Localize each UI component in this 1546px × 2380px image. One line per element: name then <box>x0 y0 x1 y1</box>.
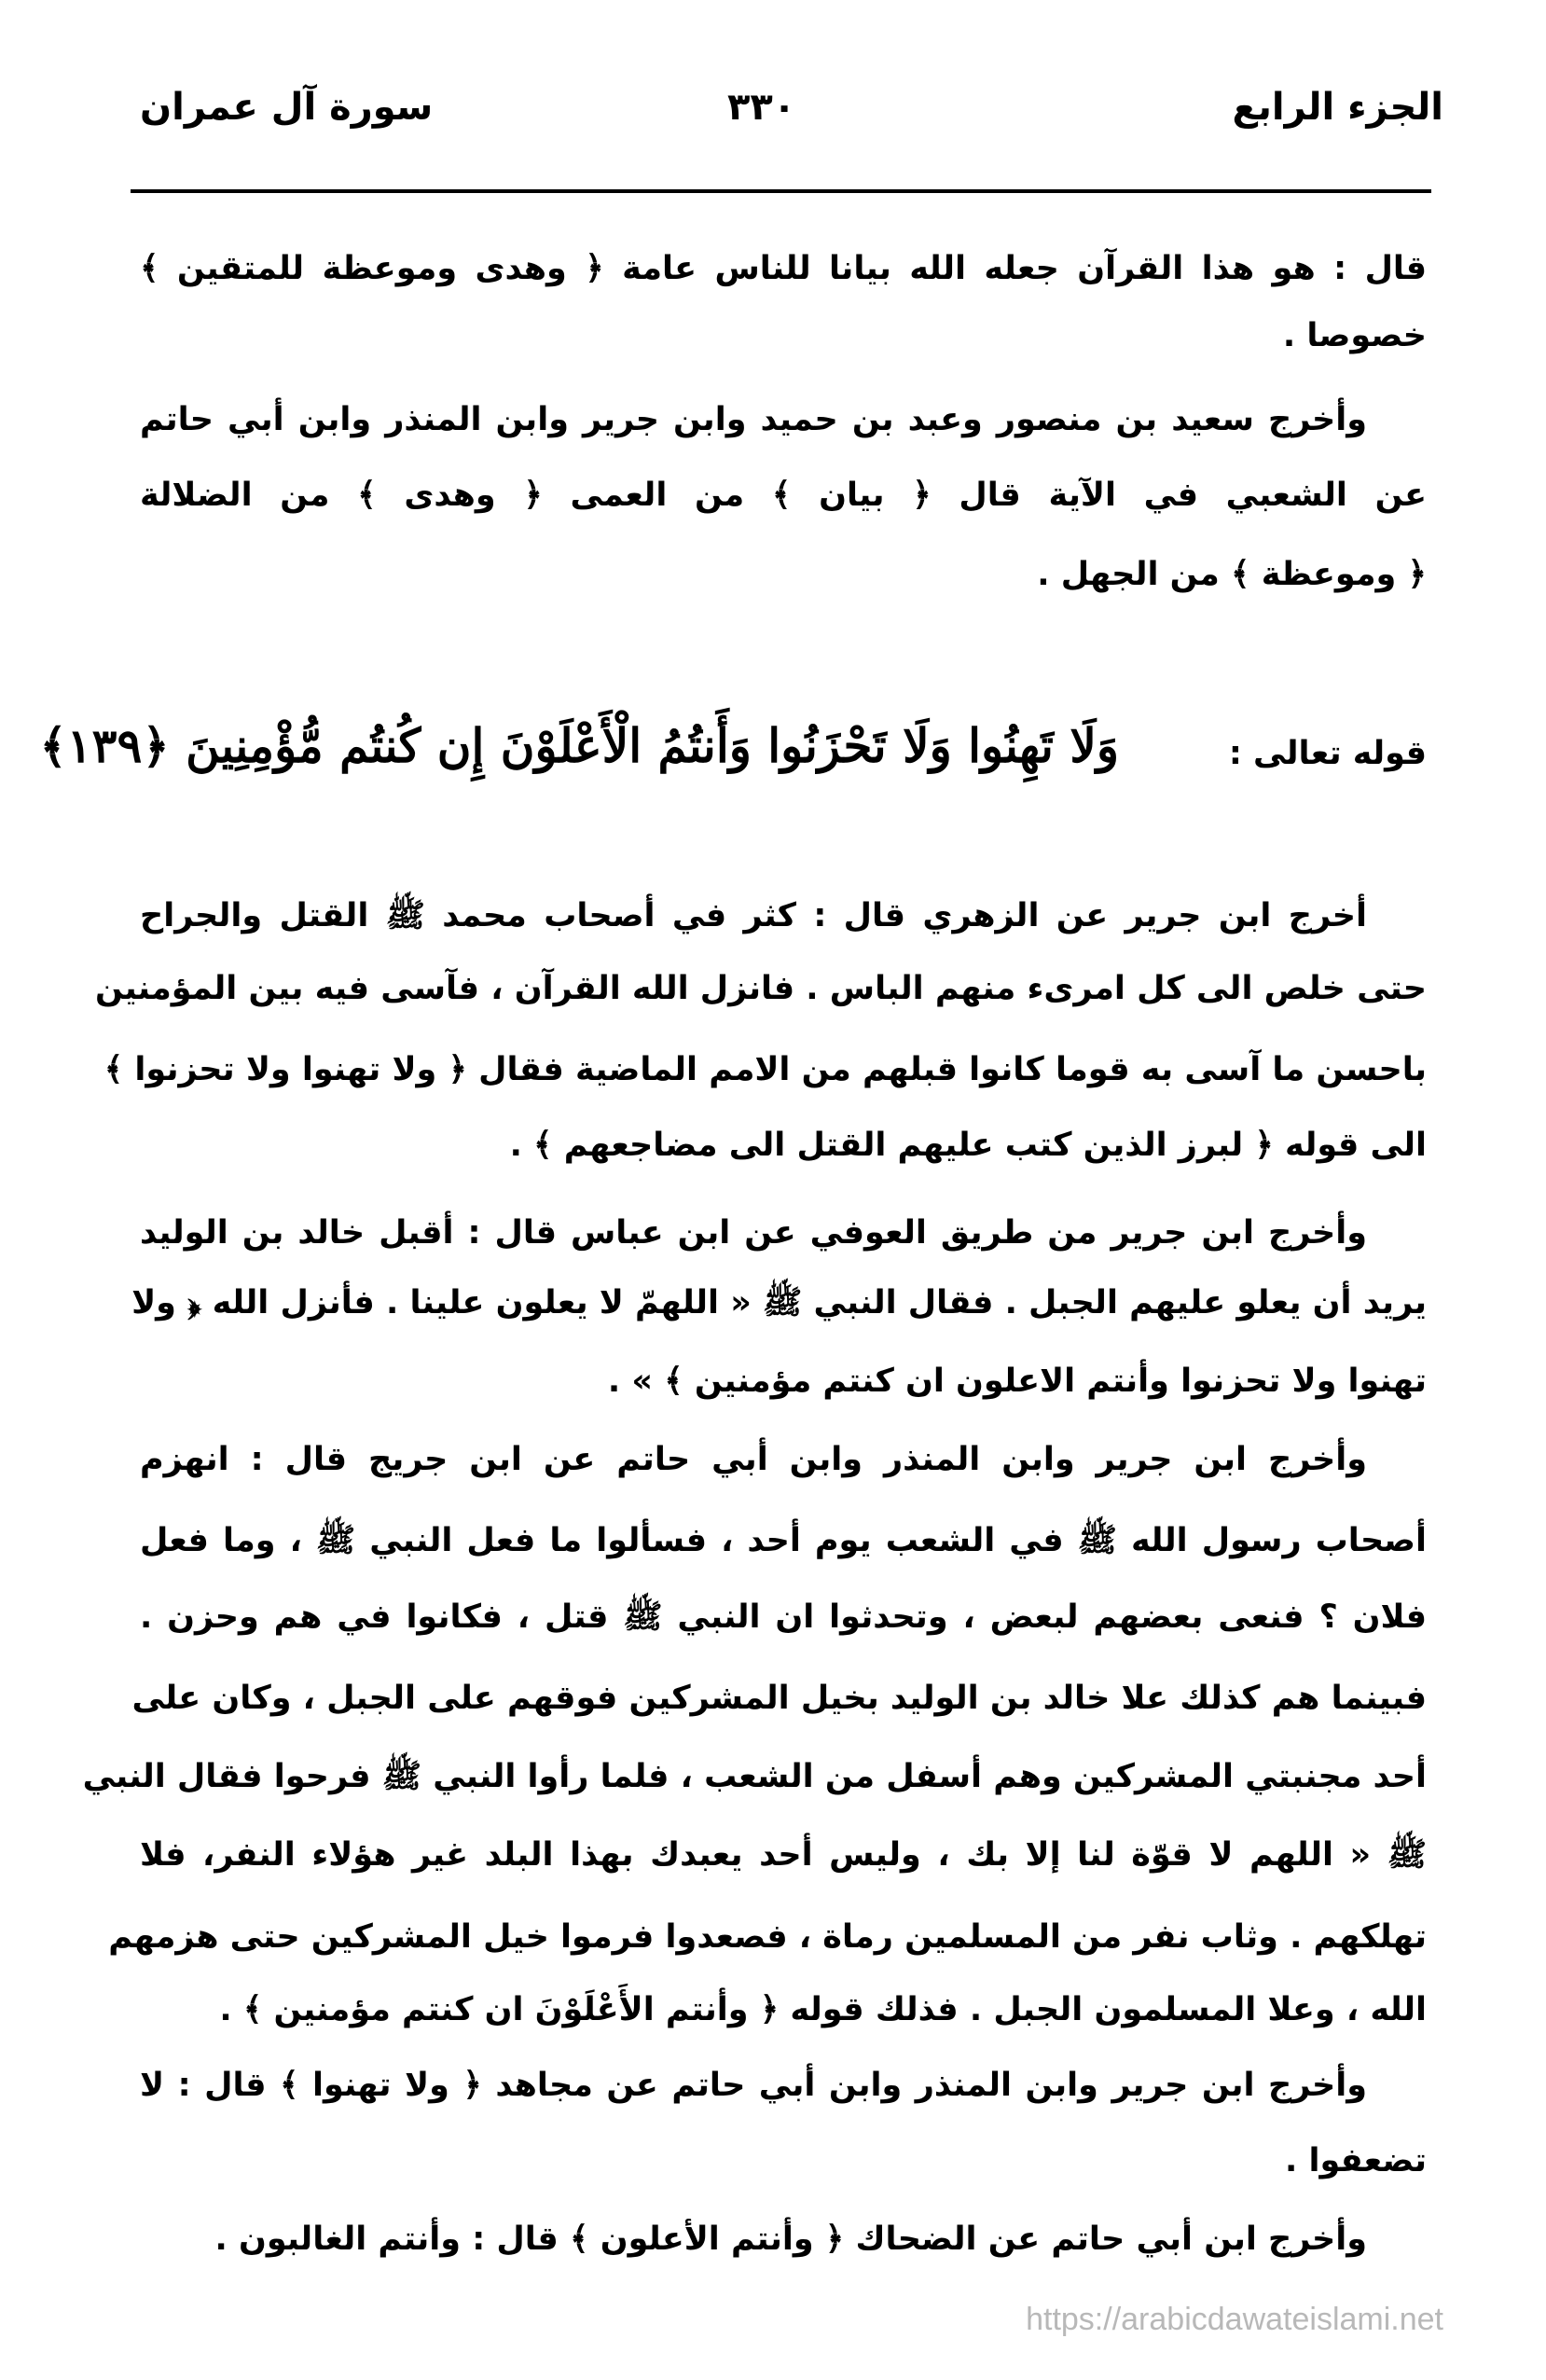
text-line: الله ، وعلا المسلمون الجبل . فذلك قوله ﴿ وأنتم الأَعْلَوْنَ ان كنتم مؤمنين ﴾ . <box>219 1991 1427 2028</box>
text-line: وأخرج ابن أبي حاتم عن الضحاك ﴿ وأنتم الأعلون ﴾ قال : وأنتم الغالبون . <box>214 2221 1367 2258</box>
page-number: ٣٣٠ <box>727 86 796 129</box>
text-line: تهلكهم . وثاب نفر من المسلمين رماة ، فصعدوا فرموا خيل المشركين حتى هزمهم <box>108 1918 1427 1956</box>
text-line: أصحاب رسول الله ﷺ في الشعب يوم أحد ، فسألوا ما فعل النبي ﷺ ، وما فعل <box>140 1522 1427 1559</box>
text-line: فبينما هم كذلك علا خالد بن الوليد بخيل المشركين فوقهم على الجبل ، وكان على <box>131 1680 1427 1717</box>
text-line: ﴿ وموعظة ﴾ من الجهل . <box>1037 556 1427 593</box>
text-line: خصوصا . <box>1282 317 1427 354</box>
text-line: تهنوا ولا تحزنوا وأنتم الاعلون ان كنتم مؤمنين ﴾ » . <box>607 1363 1427 1400</box>
text-line: أخرج ابن جرير عن الزهري قال : كثر في أصحاب محمد ﷺ القتل والجراح <box>140 897 1367 934</box>
header-juz: الجزء الرابع <box>1232 86 1443 129</box>
text-line: ﷺ « اللهم لا قوّة لنا إلا بك ، وليس أحد يعبدك بهذا البلد غير هؤلاء النفر، فلا <box>140 1836 1427 1874</box>
header-surah: سورة آل عمران <box>140 86 434 129</box>
text-line: قال : هو هذا القرآن جعله الله بيانا للناس عامة ﴿ وهدى وموعظة للمتقين ﴾ <box>140 250 1427 287</box>
text-line: أحد مجنبتي المشركين وهم أسفل من الشعب ، فلما رأوا النبي ﷺ فرحوا فقال النبي <box>82 1758 1427 1795</box>
header-rule <box>131 189 1431 193</box>
watermark-url: https://arabicdawateislami.net <box>1026 2302 1443 2337</box>
text-line: تضعفوا . <box>1285 2142 1427 2179</box>
text-line: عن الشعبي في الآية قال ﴿ بيان ﴾ من العمى ﴿ وهدى ﴾ من الضلالة <box>140 477 1427 514</box>
text-line: وأخرج ابن جرير وابن المنذر وابن أبي حاتم عن ابن جريج قال : انهزم <box>140 1441 1367 1478</box>
text-line: حتى خلص الى كل امرىء منهم الباس . فانزل الله القرآن ، فآسى فيه بين المؤمنين <box>95 970 1427 1007</box>
text-line: الى قوله ﴿ لبرز الذين كتب عليهم القتل الى مضاجعهم ﴾ . <box>509 1127 1427 1164</box>
quran-verse: وَلَا تَهِنُوا وَلَا تَحْزَنُوا وَأَنتُمُ الْأَعْلَوْنَ إِن كُنتُم مُّؤْمِنِينَ ﴿١٣٩﴾ <box>39 718 1119 773</box>
text-line: وأخرج ابن جرير وابن المنذر وابن أبي حاتم عن مجاهد ﴿ ولا تهنوا ﴾ قال : لا <box>140 2067 1367 2104</box>
text-line: يريد أن يعلو عليهم الجبل . فقال النبي ﷺ « اللهمّ لا يعلون علينا . فأنزل الله ﴿ ولا <box>131 1284 1427 1321</box>
text-line: وأخرج ابن جرير من طريق العوفي عن ابن عباس قال : أقبل خالد بن الوليد <box>140 1214 1367 1252</box>
text-line: فلان ؟ فنعى بعضهم لبعض ، وتحدثوا ان النبي ﷺ قتل ، فكانوا في هم وحزن . <box>140 1598 1427 1636</box>
verse-heading <box>39 718 1427 802</box>
text-line: وأخرج سعيد بن منصور وعبد بن حميد وابن جرير وابن المنذر وابن أبي حاتم <box>140 401 1367 438</box>
verse-label: قوله تعالى : <box>1228 735 1427 772</box>
text-line: باحسن ما آسى به قوما كانوا قبلهم من الامم الماضية فقال ﴿ ولا تهنوا ولا تحزنوا ﴾ <box>104 1051 1427 1088</box>
